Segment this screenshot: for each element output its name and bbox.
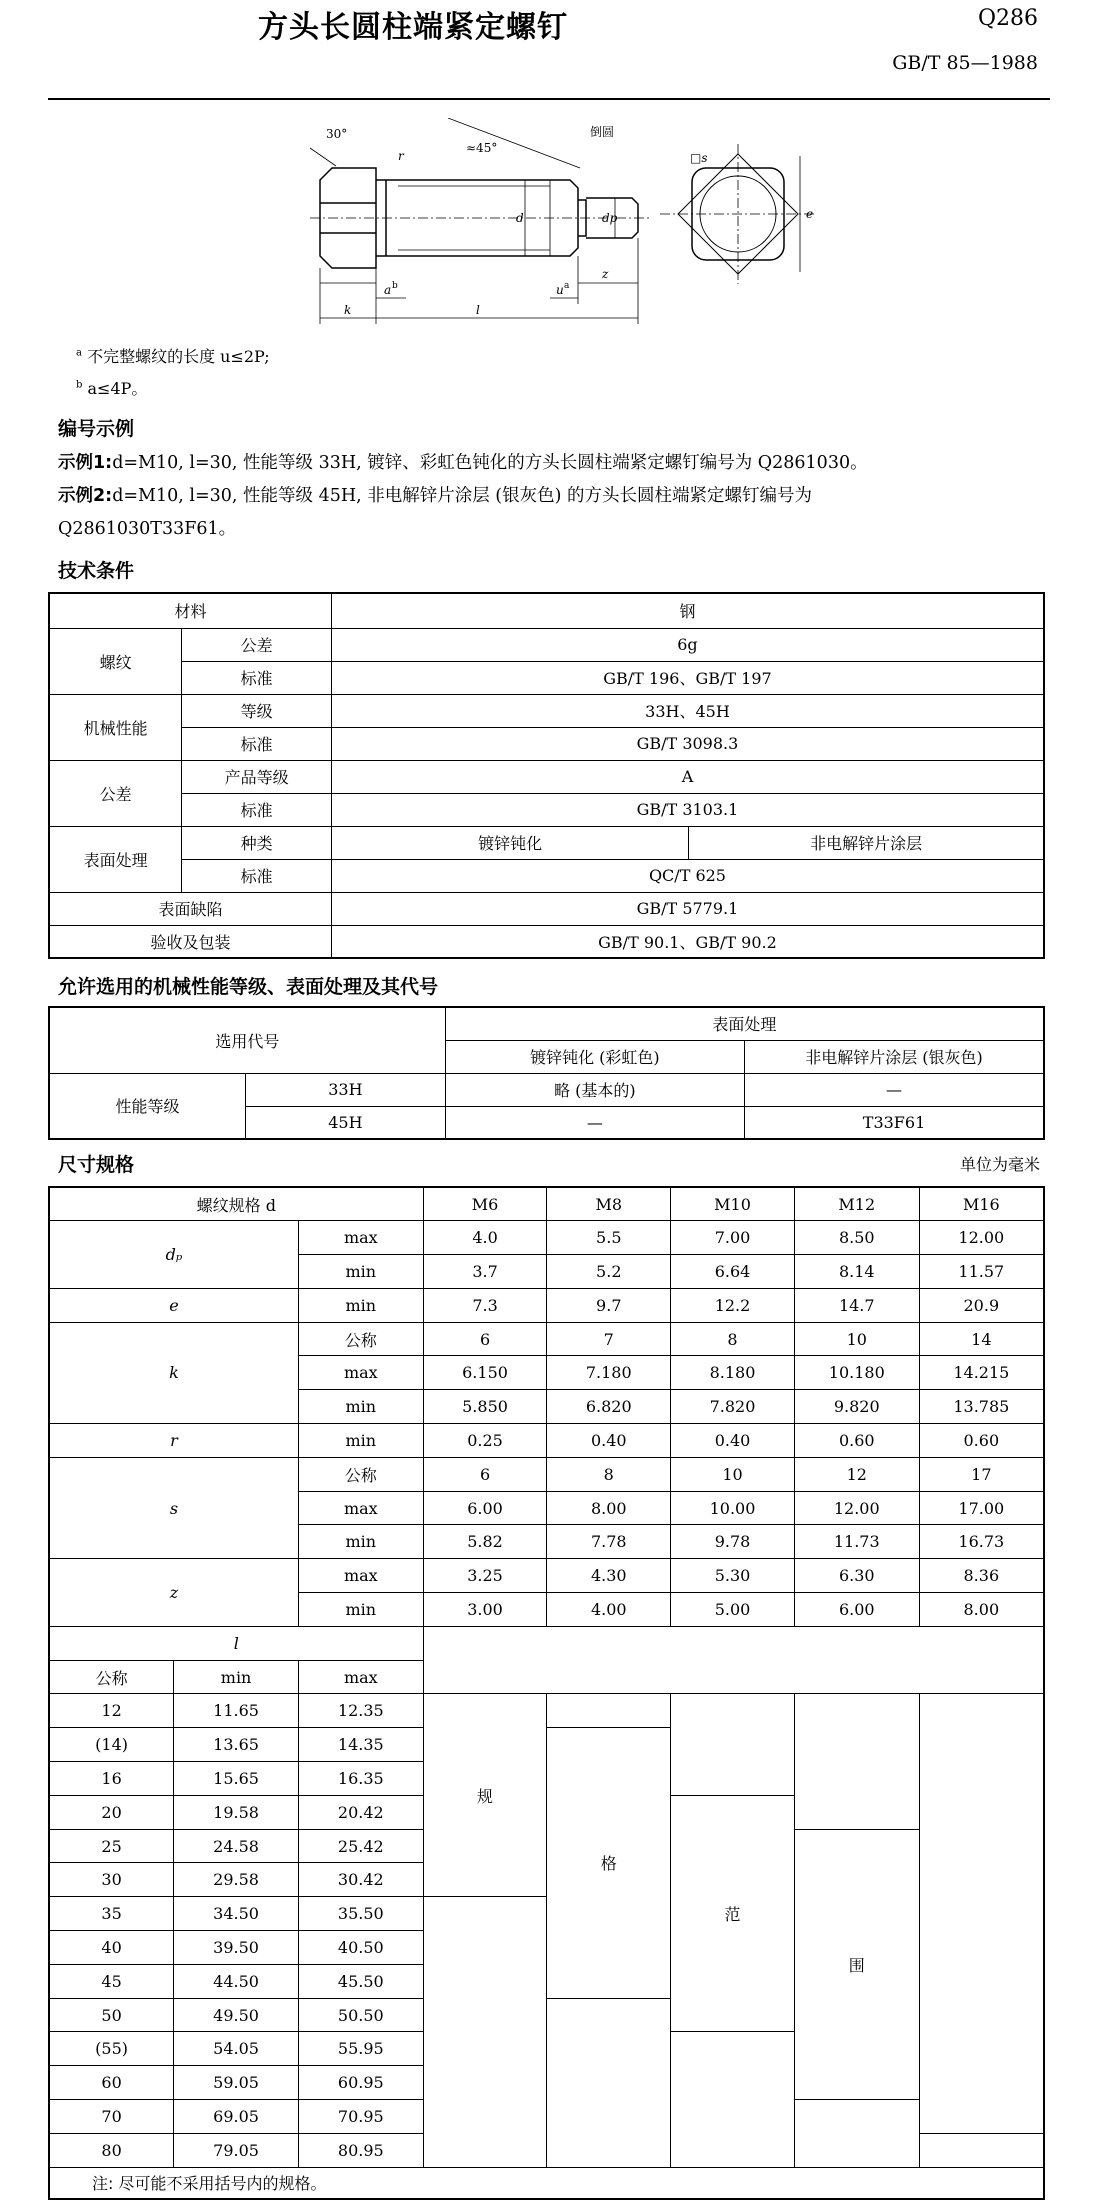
value-cell: 0.25 xyxy=(423,1424,547,1458)
value-cell: 12.2 xyxy=(671,1288,795,1322)
value-cell: 3.25 xyxy=(423,1559,547,1593)
value-cell: 4.00 xyxy=(547,1593,671,1627)
options-heading: 允许选用的机械性能等级、表面处理及其代号 xyxy=(58,976,439,998)
length-nominal: 30 xyxy=(49,1863,174,1897)
fig-label-e: e xyxy=(806,207,814,221)
table-row xyxy=(49,1424,1044,1458)
product-grade-value: A xyxy=(331,760,1044,793)
length-max: 45.50 xyxy=(298,1964,423,1998)
length-nominal: 45 xyxy=(49,1964,174,1998)
length-nominal: 16 xyxy=(49,1762,174,1796)
length-nominal: 20 xyxy=(49,1795,174,1829)
kind-1: 镀锌钝化 xyxy=(331,826,688,859)
grade-33h-c2: — xyxy=(745,1073,1044,1106)
value-cell: 8 xyxy=(671,1322,795,1356)
value-cell: 6.64 xyxy=(671,1255,795,1289)
value-cell: 5.850 xyxy=(423,1390,547,1424)
footnote-b xyxy=(76,376,147,399)
fig-label-k: k xyxy=(344,303,352,317)
range-blank xyxy=(794,2100,919,2168)
mech-std-value: GB/T 3098.3 xyxy=(331,727,1044,760)
value-cell: 9.820 xyxy=(794,1390,919,1424)
l-nom-header: 公称 xyxy=(49,1660,174,1694)
value-cell: 10.180 xyxy=(794,1356,919,1390)
value-cell: 8.00 xyxy=(919,1593,1044,1627)
fig-label-45deg: ≈45° xyxy=(466,141,498,155)
value-cell: 5.2 xyxy=(547,1255,671,1289)
range-header-blank xyxy=(423,1626,1044,1694)
value-cell: 14.7 xyxy=(794,1288,919,1322)
length-nominal: 40 xyxy=(49,1931,174,1965)
value-cell: 0.60 xyxy=(794,1424,919,1458)
range-blank xyxy=(547,1998,671,2167)
length-nominal: 50 xyxy=(49,1998,174,2032)
range-blank xyxy=(919,1694,1044,2133)
value-cell: 6.150 xyxy=(423,1356,547,1390)
select-code-label: 选用代号 xyxy=(49,1007,445,1073)
length-min: 44.50 xyxy=(174,1964,299,1998)
symbol-s: s xyxy=(49,1457,298,1558)
range-blank xyxy=(423,1897,547,2167)
length-max: 35.50 xyxy=(298,1897,423,1931)
value-cell: 5.00 xyxy=(671,1593,795,1627)
length-max: 60.95 xyxy=(298,2066,423,2100)
ex1-label: 示例1: xyxy=(58,453,113,473)
sub-label: min xyxy=(298,1593,423,1627)
grade-33h-c1: 略 (基本的) xyxy=(445,1073,744,1106)
value-cell: 4.30 xyxy=(547,1559,671,1593)
length-max: 30.42 xyxy=(298,1863,423,1897)
sub-label: max xyxy=(298,1221,423,1255)
range-char: 围 xyxy=(794,1829,919,2099)
l-label: l xyxy=(49,1626,423,1660)
value-cell: 7.180 xyxy=(547,1356,671,1390)
surface-header: 表面处理 xyxy=(445,1007,1044,1040)
range-char: 范 xyxy=(671,1795,795,2032)
value-cell: 11.57 xyxy=(919,1255,1044,1289)
length-min: 15.65 xyxy=(174,1762,299,1796)
material-value: 钢 xyxy=(331,593,1044,628)
l-max-header: max xyxy=(298,1660,423,1694)
value-cell: 8.00 xyxy=(547,1491,671,1525)
table-row xyxy=(49,1221,1044,1255)
value-cell: 6.820 xyxy=(547,1390,671,1424)
value-cell: 5.30 xyxy=(671,1559,795,1593)
table-row xyxy=(49,1559,1044,1593)
value-cell: 0.40 xyxy=(547,1424,671,1458)
range-char: 格 xyxy=(547,1728,671,1998)
length-max: 40.50 xyxy=(298,1931,423,1965)
options-table xyxy=(48,1006,1045,1140)
value-cell: 9.78 xyxy=(671,1525,795,1559)
length-nominal: 60 xyxy=(49,2066,174,2100)
symbol-k: k xyxy=(49,1322,298,1423)
symbol-dp: dₚ xyxy=(49,1221,298,1289)
length-max: 70.95 xyxy=(298,2100,423,2134)
mech-label: 机械性能 xyxy=(49,694,182,760)
sub-label: min xyxy=(298,1288,423,1322)
length-nominal: 25 xyxy=(49,1829,174,1863)
length-min: 11.65 xyxy=(174,1694,299,1728)
length-max: 16.35 xyxy=(298,1762,423,1796)
thread-std-label: 标准 xyxy=(182,661,332,694)
table-row xyxy=(49,1694,1044,1728)
grade-45h-c2: T33F61 xyxy=(745,1106,1044,1139)
size-header: M6 xyxy=(423,1187,547,1221)
value-cell: 9.7 xyxy=(547,1288,671,1322)
product-grade-label: 产品等级 xyxy=(182,760,332,793)
sub-label: 公称 xyxy=(298,1457,423,1491)
value-cell: 7 xyxy=(547,1322,671,1356)
length-nominal: (14) xyxy=(49,1728,174,1762)
value-cell: 8.50 xyxy=(794,1221,919,1255)
value-cell: 12.00 xyxy=(794,1491,919,1525)
grade-45h: 45H xyxy=(246,1106,446,1139)
symbol-e: e xyxy=(49,1288,298,1322)
length-max: 55.95 xyxy=(298,2032,423,2066)
length-min: 79.05 xyxy=(174,2133,299,2167)
size-header: M10 xyxy=(671,1187,795,1221)
value-cell: 16.73 xyxy=(919,1525,1044,1559)
accept-value: GB/T 90.1、GB/T 90.2 xyxy=(331,925,1044,958)
value-cell: 8.14 xyxy=(794,1255,919,1289)
length-nominal: 12 xyxy=(49,1694,174,1728)
example-2 xyxy=(58,481,1048,511)
surface-std-label: 标准 xyxy=(182,859,332,892)
surface-label: 表面处理 xyxy=(49,826,182,892)
length-max: 12.35 xyxy=(298,1694,423,1728)
unit-label: 单位为毫米 xyxy=(959,1155,1040,1174)
table-row xyxy=(49,1626,1044,1660)
symbol-r: r xyxy=(49,1424,298,1458)
length-max: 25.42 xyxy=(298,1829,423,1863)
dims-heading: 尺寸规格 xyxy=(58,1154,135,1176)
range-blank xyxy=(547,1694,671,1728)
value-cell: 3.00 xyxy=(423,1593,547,1627)
symbol-z: z xyxy=(49,1559,298,1627)
value-cell: 14 xyxy=(919,1322,1044,1356)
fig-label-d: d xyxy=(516,211,524,225)
value-cell: 6.00 xyxy=(794,1593,919,1627)
fig-label-u-sup: a xyxy=(564,281,570,291)
footnote-a xyxy=(76,344,270,367)
tech-heading: 技术条件 xyxy=(58,560,135,582)
value-cell: 5.82 xyxy=(423,1525,547,1559)
accept-label: 验收及包装 xyxy=(49,925,331,958)
value-cell: 6 xyxy=(423,1457,547,1491)
sub-label: 公称 xyxy=(298,1322,423,1356)
length-min: 29.58 xyxy=(174,1863,299,1897)
fig-label-s: □s xyxy=(690,151,708,165)
tol-std-label: 标准 xyxy=(182,793,332,826)
length-max: 14.35 xyxy=(298,1728,423,1762)
value-cell: 5.5 xyxy=(547,1221,671,1255)
spec-label: 螺纹规格 d xyxy=(49,1187,423,1221)
length-max: 20.42 xyxy=(298,1795,423,1829)
sub-label: min xyxy=(298,1424,423,1458)
value-cell: 8.36 xyxy=(919,1559,1044,1593)
fig-label-z: z xyxy=(602,267,609,281)
mech-grade-label: 等级 xyxy=(182,694,332,727)
length-min: 59.05 xyxy=(174,2066,299,2100)
sub-label: max xyxy=(298,1356,423,1390)
fig-label-chamfer: 倒圆 xyxy=(590,125,615,139)
option-col-2: 非电解锌片涂层 (银灰色) xyxy=(745,1040,1044,1073)
part-code: Q286 xyxy=(977,6,1038,31)
range-blank xyxy=(919,2133,1044,2167)
table-row xyxy=(49,2167,1044,2199)
ex1-text: d=M10, l=30, 性能等级 33H, 镀锌、彩虹色钝化的方头长圆柱端紧定螺钉编号为 Q2861030。 xyxy=(112,453,868,473)
standard-number: GB/T 85—1988 xyxy=(892,52,1038,74)
material-label: 材料 xyxy=(49,593,331,628)
fig-label-u: u xyxy=(556,283,564,297)
value-cell: 7.78 xyxy=(547,1525,671,1559)
footnote-a-mark: a xyxy=(76,347,82,359)
grade-45h-c1: — xyxy=(445,1106,744,1139)
size-header: M8 xyxy=(547,1187,671,1221)
value-cell: 10.00 xyxy=(671,1491,795,1525)
table-row xyxy=(49,1322,1044,1356)
value-cell: 7.00 xyxy=(671,1221,795,1255)
surface-std-value: QC/T 625 xyxy=(331,859,1044,892)
length-max: 80.95 xyxy=(298,2133,423,2167)
table-row xyxy=(49,1457,1044,1491)
thread-tol-value: 6g xyxy=(331,628,1044,661)
footnote-b-mark: b xyxy=(76,379,83,391)
sub-label: min xyxy=(298,1525,423,1559)
dims-table xyxy=(48,1186,1045,2200)
value-cell: 8 xyxy=(547,1457,671,1491)
mech-grade-value: 33H、45H xyxy=(331,694,1044,727)
footnote-a-text: 不完整螺纹的长度 u≤2P; xyxy=(87,347,270,366)
fig-label-a-sup: b xyxy=(392,281,398,291)
value-cell: 11.73 xyxy=(794,1525,919,1559)
length-min: 34.50 xyxy=(174,1897,299,1931)
length-min: 69.05 xyxy=(174,2100,299,2134)
fig-label-a: a xyxy=(384,283,392,297)
value-cell: 3.7 xyxy=(423,1255,547,1289)
range-char: 规 xyxy=(423,1694,547,1897)
length-max: 50.50 xyxy=(298,1998,423,2032)
sub-label: min xyxy=(298,1255,423,1289)
defect-label: 表面缺陷 xyxy=(49,892,331,925)
page-title: 方头长圆柱端紧定螺钉 xyxy=(258,10,568,45)
kind-2: 非电解锌片涂层 xyxy=(689,826,1044,859)
value-cell: 14.215 xyxy=(919,1356,1044,1390)
ex2-text: d=M10, l=30, 性能等级 45H, 非电解锌片涂层 (银灰色) 的方头长圆柱端紧定螺钉编号为 xyxy=(112,486,813,506)
table-row xyxy=(49,1187,1044,1221)
option-col-1: 镀锌钝化 (彩虹色) xyxy=(445,1040,744,1073)
value-cell: 8.180 xyxy=(671,1356,795,1390)
range-blank xyxy=(671,1694,795,1795)
length-min: 49.50 xyxy=(174,1998,299,2032)
length-nominal: 80 xyxy=(49,2133,174,2167)
range-blank xyxy=(671,2032,795,2167)
value-cell: 7.3 xyxy=(423,1288,547,1322)
value-cell: 4.0 xyxy=(423,1221,547,1255)
value-cell: 17.00 xyxy=(919,1491,1044,1525)
sub-label: max xyxy=(298,1559,423,1593)
value-cell: 12 xyxy=(794,1457,919,1491)
tol-std-value: GB/T 3103.1 xyxy=(331,793,1044,826)
l-min-header: min xyxy=(174,1660,299,1694)
value-cell: 10 xyxy=(794,1322,919,1356)
value-cell: 6.00 xyxy=(423,1491,547,1525)
thread-label: 螺纹 xyxy=(49,628,182,694)
sub-label: min xyxy=(298,1390,423,1424)
examples-heading: 编号示例 xyxy=(58,418,135,440)
header-divider xyxy=(48,98,1050,100)
value-cell: 7.820 xyxy=(671,1390,795,1424)
example-1 xyxy=(58,448,1048,478)
value-cell: 17 xyxy=(919,1457,1044,1491)
table-note: 注: 尽可能不采用括号内的规格。 xyxy=(49,2167,1044,2199)
value-cell: 10 xyxy=(671,1457,795,1491)
length-min: 13.65 xyxy=(174,1728,299,1762)
value-cell: 20.9 xyxy=(919,1288,1044,1322)
ex2-label: 示例2: xyxy=(58,486,113,506)
value-cell: 13.785 xyxy=(919,1390,1044,1424)
screw-drawing xyxy=(280,118,820,338)
length-min: 19.58 xyxy=(174,1795,299,1829)
length-nominal: (55) xyxy=(49,2032,174,2066)
value-cell: 6 xyxy=(423,1322,547,1356)
value-cell: 6.30 xyxy=(794,1559,919,1593)
footnote-b-text: a≤4P。 xyxy=(87,379,148,398)
mech-std-label: 标准 xyxy=(182,727,332,760)
kind-label: 种类 xyxy=(182,826,332,859)
perf-label: 性能等级 xyxy=(49,1073,246,1139)
value-cell: 0.40 xyxy=(671,1424,795,1458)
grade-33h: 33H xyxy=(246,1073,446,1106)
length-min: 54.05 xyxy=(174,2032,299,2066)
fig-label-l: l xyxy=(476,303,480,317)
sub-label: max xyxy=(298,1491,423,1525)
range-blank xyxy=(794,1694,919,1829)
length-nominal: 35 xyxy=(49,1897,174,1931)
length-nominal: 70 xyxy=(49,2100,174,2134)
table-row xyxy=(49,1288,1044,1322)
fig-label-r: r xyxy=(398,149,404,163)
thread-std-value: GB/T 196、GB/T 197 xyxy=(331,661,1044,694)
size-header: M12 xyxy=(794,1187,919,1221)
defect-value: GB/T 5779.1 xyxy=(331,892,1044,925)
fig-label-dp: dp xyxy=(602,211,618,225)
size-header: M16 xyxy=(919,1187,1044,1221)
length-min: 39.50 xyxy=(174,1931,299,1965)
example-2-cont: Q2861030T33F61。 xyxy=(58,519,237,539)
thread-tol-label: 公差 xyxy=(182,628,332,661)
tech-table xyxy=(48,592,1045,959)
value-cell: 12.00 xyxy=(919,1221,1044,1255)
length-min: 24.58 xyxy=(174,1829,299,1863)
value-cell: 0.60 xyxy=(919,1424,1044,1458)
fig-label-30deg: 30° xyxy=(326,127,348,141)
tol-label: 公差 xyxy=(49,760,182,826)
